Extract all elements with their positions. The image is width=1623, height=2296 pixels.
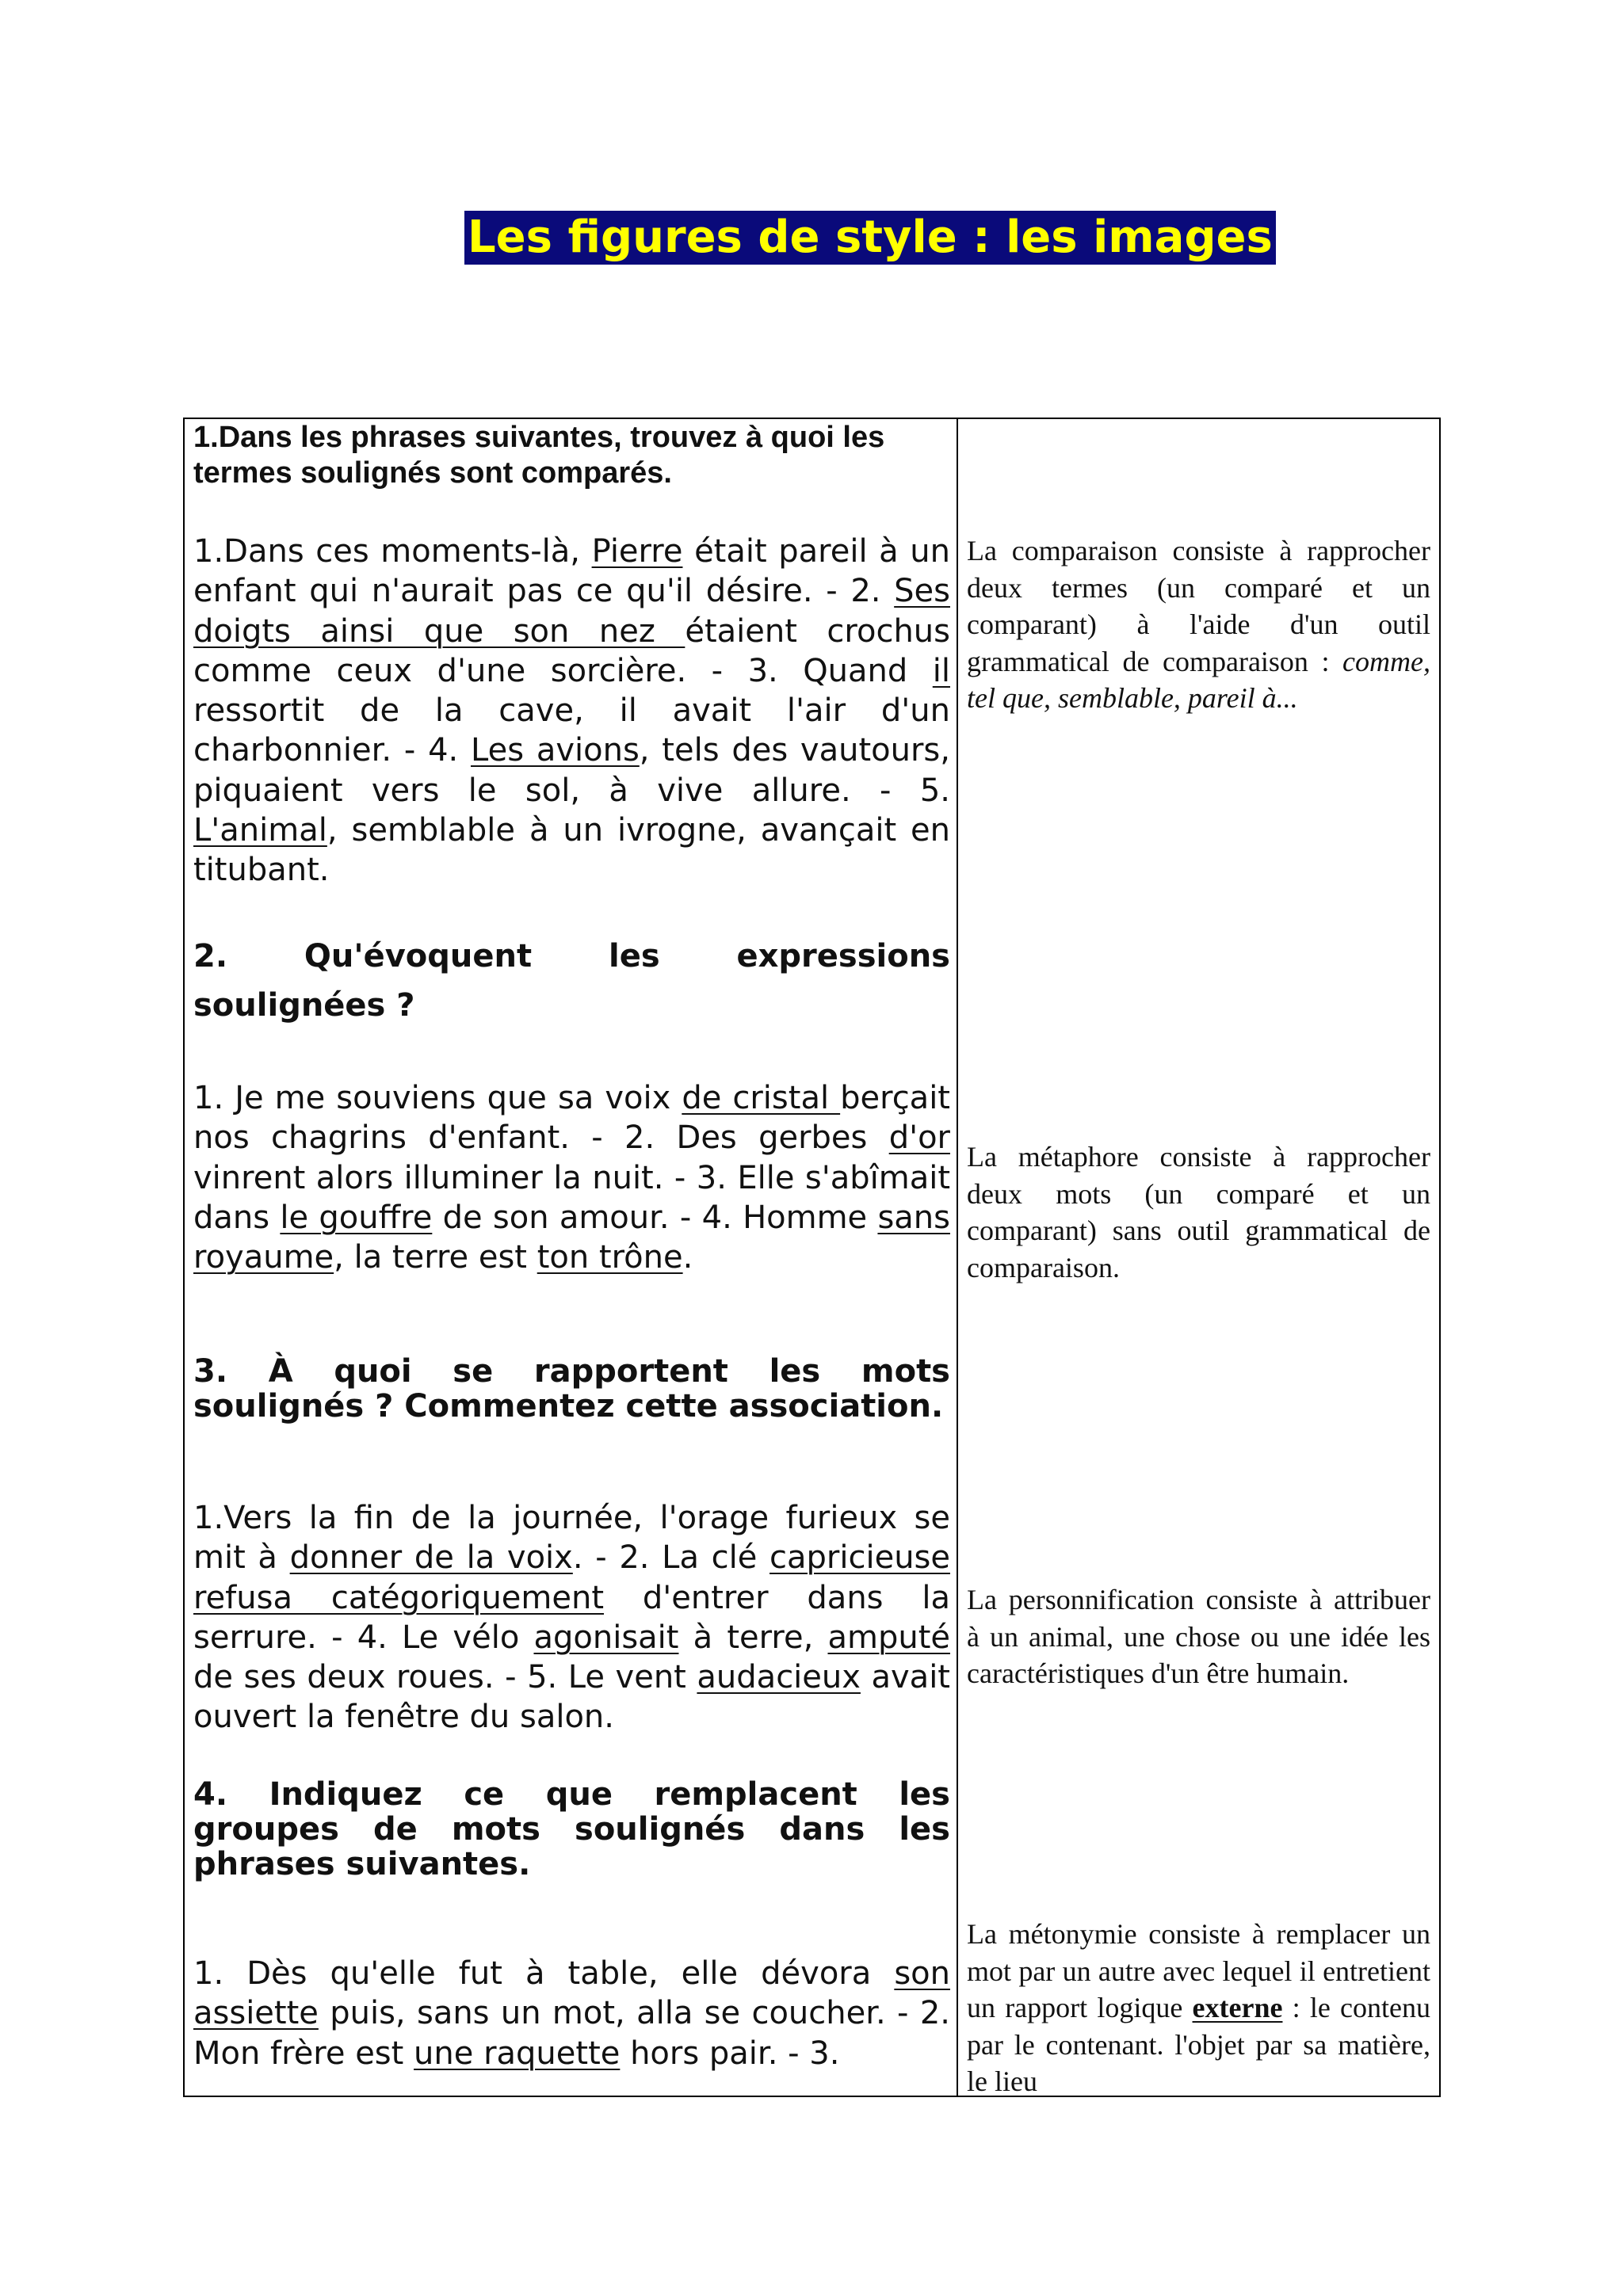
text: de ses deux roues. - 5. Le vent	[193, 1659, 697, 1696]
text: vinrent alors illuminer la nuit. - 3. Elle s'abîmait dans	[193, 1159, 950, 1236]
underlined-term: agonisait	[533, 1619, 679, 1656]
text: , tels des vautours, piquaient vers le sol, à vive allure. - 5.	[193, 732, 950, 809]
underlined-term: il	[932, 652, 950, 689]
text: : le contenu par le contenant. l'objet par sa matière, le lieu	[967, 1992, 1430, 2097]
definition-metaphore: La métaphore consiste à rapprocher deux mots (un comparé et un comparant) sans outil grammatical de comparaison.	[967, 1141, 1430, 1283]
text: était pareil à un enfant qui n'aurait pas ce qu'il désire. - 2.	[193, 533, 950, 610]
column-divider	[957, 418, 958, 2097]
text: , la terre est	[334, 1239, 537, 1276]
exercise-1-heading: 1.Dans les phrases suivantes, trouvez à quoi les termes soulignés sont comparés.	[193, 421, 885, 490]
underlined-term: L'animal	[193, 812, 327, 849]
exercise-3-heading: 3. À quoi se rapportent les mots soulignés ? Commentez cette association.	[193, 1353, 950, 1425]
text: La métonymie consiste à remplacer un mot par un autre avec lequel il entretient un rapport logique	[967, 1918, 1430, 2023]
text: . - 2. La clé	[572, 1539, 770, 1577]
examples: comme, tel que, semblable, pareil à...	[967, 645, 1430, 714]
underlined-term: sans royaume	[193, 1199, 950, 1276]
underlined-term: Pierre	[591, 533, 683, 570]
text: berçait nos chagrins d'enfant. - 2. Des gerbes	[193, 1080, 950, 1157]
underlined-term: une raquette	[414, 2035, 621, 2072]
definition-metonymie	[967, 1916, 1430, 2100]
underlined-term: capricieuse refusa catégoriquement	[193, 1539, 950, 1616]
exercise-4-heading: 4. Indiquez ce que remplacent les groupes de mots soulignés dans les phrases suivantes.	[193, 1776, 950, 1882]
text: étaient crochus comme ceux d'une sorcière. - 3. Quand	[193, 612, 950, 689]
exercise-2-text	[193, 1078, 950, 1277]
underlined-term: Les avions	[471, 732, 640, 769]
exercise-1-text	[193, 532, 950, 891]
emphasized-term: externe	[1192, 1992, 1283, 2023]
definition-personnification: La personnification consiste à attribuer à un animal, une chose ou une idée les caractéristiques d'un être humain.	[967, 1584, 1430, 1689]
underlined-term: donner de la voix	[289, 1539, 573, 1577]
underlined-term: audacieux	[697, 1659, 861, 1696]
text: hors pair. - 3.	[620, 2035, 840, 2072]
exercise-3-text	[193, 1498, 950, 1737]
text: .	[682, 1239, 693, 1276]
text: avait ouvert la fenêtre du salon.	[193, 1659, 950, 1736]
page-title: Les figures de style : les images	[464, 211, 1276, 265]
text: La comparaison consiste à rapprocher deux termes (un comparé et un comparant) à l'aide d'un outil grammatical de comparaison :	[967, 535, 1430, 677]
underlined-term: amputé	[827, 1619, 950, 1656]
text: ressortit de la cave, il avait l'air d'un charbonnier. - 4.	[193, 692, 950, 769]
underlined-term: le gouffre	[280, 1199, 433, 1236]
underlined-term: de cristal	[682, 1080, 841, 1116]
text: de son amour. - 4. Homme	[432, 1199, 878, 1236]
text: 1.Vers la fin de la journée, l'orage furieux se mit à	[193, 1500, 950, 1577]
exercise-4-text	[193, 1954, 950, 2073]
text: à terre,	[678, 1619, 828, 1656]
text: 1. Je me souviens que sa voix	[193, 1080, 682, 1116]
text: 1.Dans ces moments-là,	[193, 533, 592, 570]
underlined-term: d'or	[888, 1119, 950, 1157]
exercise-2-heading: 2. Qu'évoquent les expressions soulignées ?	[193, 938, 950, 1024]
definition-comparaison	[967, 532, 1430, 717]
text: , semblable à un ivrogne, avançait en titubant.	[193, 812, 950, 889]
text: d'entrer dans la serrure. - 4. Le vélo	[193, 1579, 950, 1656]
underlined-term: ton trône	[537, 1239, 683, 1276]
underlined-term: son assiette	[193, 1955, 950, 2032]
underlined-term: Ses doigts ainsi que son nez	[193, 573, 950, 650]
text: 1. Dès qu'elle fut à table, elle dévora	[193, 1955, 895, 1992]
text: puis, sans un mot, alla se coucher. - 2. Mon frère est	[193, 1995, 950, 2072]
